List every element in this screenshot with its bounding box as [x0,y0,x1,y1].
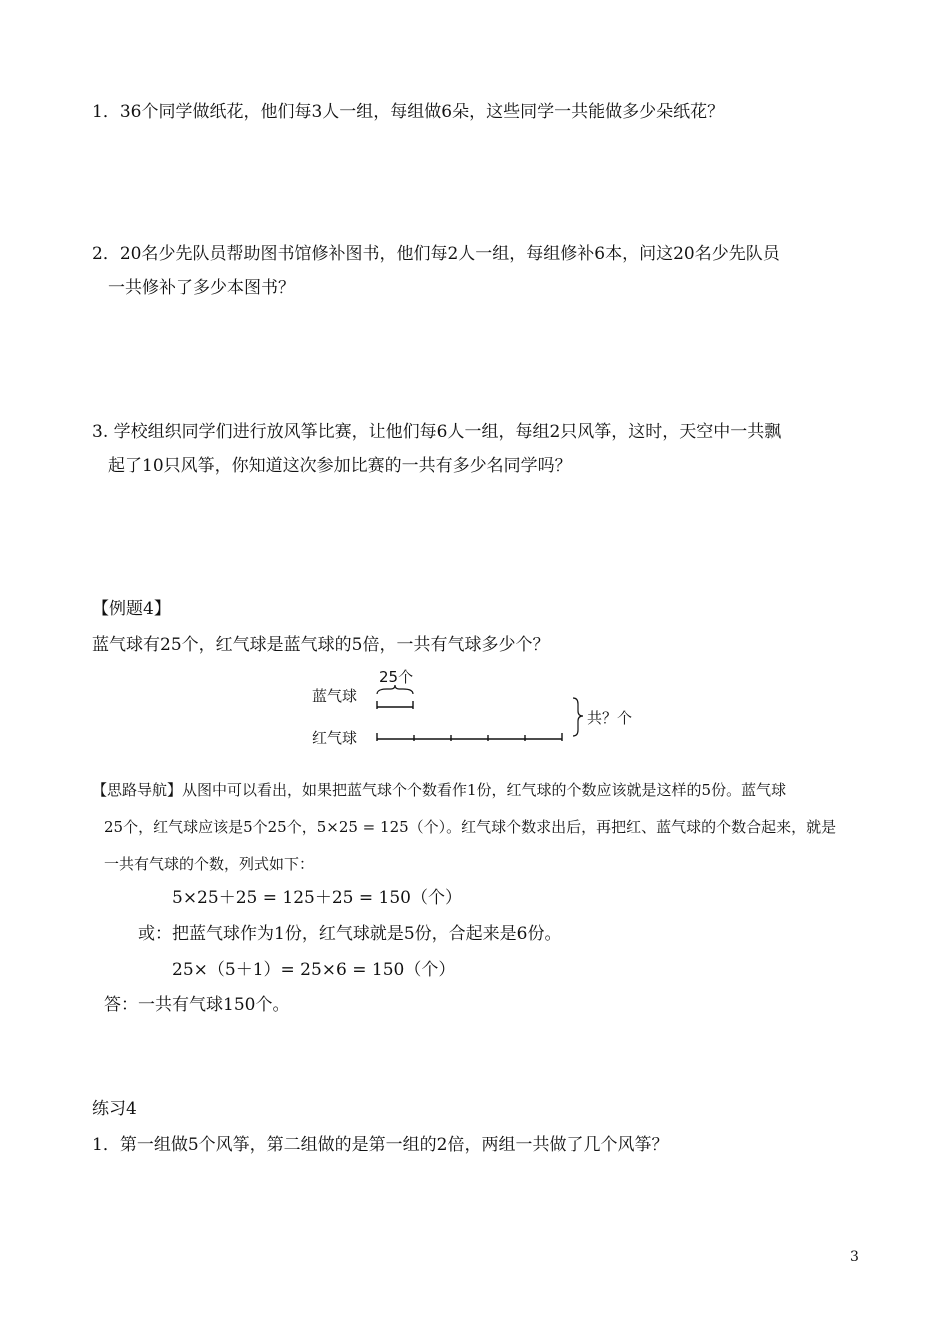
practice3-question-2-line-2: 一共修补了多少本图书？ [108,278,295,298]
practice3-question-2-line-1: 2．20名少先队员帮助图书馆修补图书，他们每2人一组，每组修补6本，问这20名少先队员 [92,244,780,264]
practice3-question-3-line-2: 起了10只风筝，你知道这次参加比赛的一共有多少名同学吗？ [108,456,572,476]
practice3-question-3-line-1: 3. 学校组织同学们进行放风筝比赛，让他们每6人一组，每组2只风筝，这时，天空中一共飘 [92,422,782,442]
example-4-question: 蓝气球有25个，红气球是蓝气球的5倍，一共有气球多少个？ [92,635,550,655]
page-number: 3 [850,1249,859,1265]
hint-line-1: 【思路导航】从图中可以看出，如果把蓝气球个个数看作1份，红气球的个数应该就是这样的5份。蓝气球 [92,781,787,799]
practice-4-heading: 练习4 [92,1099,137,1119]
example-4-heading: 【例题4】 [92,599,171,619]
alternative-method: 或：把蓝气球作为1份，红气球就是5份，合起来是6份。 [138,924,562,944]
practice4-question-1: 1．第一组做5个风筝，第二组做的是第一组的2倍，两组一共做了几个风筝？ [92,1135,669,1155]
total-label: 共？个 [587,709,633,727]
formula-1: 5×25＋25 = 125＋25 = 150（个） [172,888,462,908]
hint-line-3: 一共有气球的个数，列式如下： [104,855,315,873]
top-brace [377,685,413,694]
practice3-question-1: 1．36个同学做纸花，他们每3人一组，每组做6朵，这些同学一共能做多少朵纸花？ [92,102,725,122]
answer: 答：一共有气球150个。 [104,995,290,1015]
line-segment-diagram [300,660,660,755]
top-label: 25个 [379,668,414,686]
blue-balloon-label: 蓝气球 [312,687,358,705]
formula-2: 25×（5＋1）= 25×6 = 150（个） [172,960,456,980]
red-balloon-segment [377,733,562,741]
total-brace [573,698,583,736]
hint-line-2: 25个，红气球应该是5个25个，5×25 = 125（个）。红气球个数求出后，再把红、蓝气球的个数合起来，就是 [104,818,837,836]
red-balloon-label: 红气球 [312,729,358,747]
